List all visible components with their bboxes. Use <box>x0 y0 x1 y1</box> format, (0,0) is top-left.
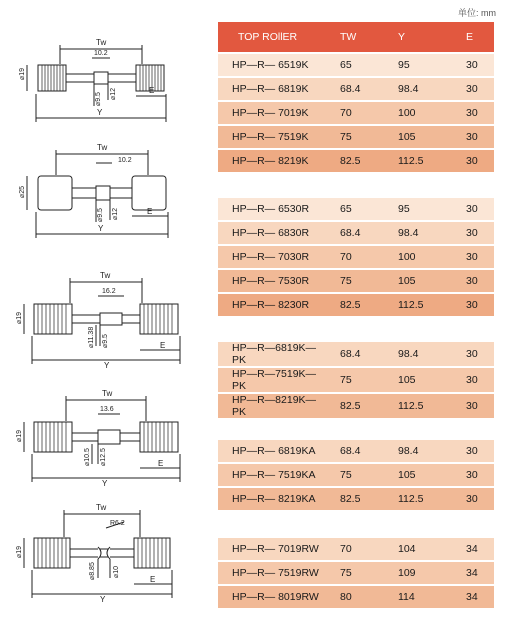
cell-tw: 70 <box>330 245 388 269</box>
spec-table-k <box>218 22 494 174</box>
table-row <box>218 342 494 367</box>
cell-y: 114 <box>388 585 456 609</box>
cell-e: 30 <box>456 463 494 487</box>
cell-tw: 75 <box>330 561 388 585</box>
cell-e: 30 <box>456 269 494 293</box>
cell-y: 105 <box>388 269 456 293</box>
cell-y: 95 <box>388 53 456 77</box>
table-row <box>218 440 494 463</box>
cell-y: 100 <box>388 245 456 269</box>
dim-tw: Tw <box>96 503 107 512</box>
cell-tw: 65 <box>330 53 388 77</box>
table-row <box>218 221 494 245</box>
cell-y: 104 <box>388 538 456 561</box>
cell-model: HP—R— 6530R <box>218 198 330 221</box>
dim-tw: Tw <box>97 143 108 152</box>
table-row <box>218 585 494 609</box>
dim-e: E <box>150 575 156 584</box>
cell-tw: 75 <box>330 463 388 487</box>
dim-outer-dia: ⌀19 <box>16 311 23 324</box>
table-row <box>218 53 494 77</box>
cell-model: HP—R— 7030R <box>218 245 330 269</box>
dim-dia-a: ⌀11.38 <box>88 326 95 348</box>
dim-tw: Tw <box>96 38 107 47</box>
dim-outer-dia: ⌀19 <box>19 67 26 80</box>
cell-tw: 65 <box>330 198 388 221</box>
cell-tw: 75 <box>330 269 388 293</box>
cell-model: HP—R— 7519K <box>218 125 330 149</box>
cell-model: HP—R—6819K—PK <box>218 342 330 367</box>
table-row <box>218 487 494 511</box>
dim-dia-b: ⌀10 <box>113 565 120 578</box>
header-top-roller: TOP ROllER <box>218 22 330 53</box>
table-row <box>218 101 494 125</box>
cell-y: 112.5 <box>388 393 456 419</box>
dim-dia-a: ⌀9.5 <box>95 92 102 106</box>
roller-drawing-2 <box>0 130 212 242</box>
cell-y: 98.4 <box>388 77 456 101</box>
header-tw: TW <box>330 22 388 53</box>
dim-y: Y <box>98 224 104 233</box>
cell-tw: 80 <box>330 585 388 609</box>
dim-inner: 16.2 <box>102 288 116 295</box>
cell-e: 30 <box>456 53 494 77</box>
roller-drawing-1 <box>0 14 212 126</box>
table-row <box>218 149 494 173</box>
cell-model: HP—R— 6819KA <box>218 440 330 463</box>
dim-outer-dia: ⌀19 <box>16 429 23 442</box>
cell-y: 109 <box>388 561 456 585</box>
cell-model: HP—R— 7519RW <box>218 561 330 585</box>
cell-model: HP—R— 7019RW <box>218 538 330 561</box>
cell-e: 30 <box>456 125 494 149</box>
dim-e: E <box>158 459 164 468</box>
dim-dia-a: ⌀8.85 <box>89 562 96 580</box>
cell-y: 112.5 <box>388 149 456 173</box>
cell-y: 100 <box>388 101 456 125</box>
cell-e: 30 <box>456 198 494 221</box>
cell-e: 30 <box>456 293 494 317</box>
cell-y: 105 <box>388 367 456 393</box>
dim-inner: 10.2 <box>94 50 108 57</box>
roller-drawing-3 <box>0 262 212 374</box>
table-row <box>218 367 494 393</box>
spec-table-pk <box>218 342 494 420</box>
cell-model: HP—R— 8219K <box>218 149 330 173</box>
table-row <box>218 245 494 269</box>
cell-e: 30 <box>456 221 494 245</box>
cell-y: 105 <box>388 125 456 149</box>
cell-y: 98.4 <box>388 342 456 367</box>
cell-model: HP—R—7519K—PK <box>218 367 330 393</box>
cell-model: HP—R— 6830R <box>218 221 330 245</box>
table-header <box>218 22 494 53</box>
cell-tw: 68.4 <box>330 440 388 463</box>
cell-tw: 70 <box>330 101 388 125</box>
roller-drawing-5 <box>0 498 212 610</box>
cell-e: 30 <box>456 367 494 393</box>
table-row <box>218 125 494 149</box>
roller-drawing-4 <box>0 378 212 490</box>
cell-e: 30 <box>456 487 494 511</box>
cell-e: 30 <box>456 149 494 173</box>
cell-tw: 82.5 <box>330 393 388 419</box>
cell-tw: 75 <box>330 125 388 149</box>
cell-model: HP—R— 7530R <box>218 269 330 293</box>
cell-tw: 70 <box>330 538 388 561</box>
cell-model: HP—R— 7519KA <box>218 463 330 487</box>
cell-tw: 68.4 <box>330 221 388 245</box>
dim-e: E <box>147 207 153 216</box>
dim-y: Y <box>100 595 106 604</box>
cell-y: 112.5 <box>388 487 456 511</box>
table-row <box>218 293 494 317</box>
table-row <box>218 538 494 561</box>
cell-y: 112.5 <box>388 293 456 317</box>
cell-e: 30 <box>456 77 494 101</box>
cell-e: 30 <box>456 101 494 125</box>
spec-table-r <box>218 198 494 318</box>
dim-outer-dia: ⌀19 <box>16 545 23 558</box>
cell-model: HP—R— 8019RW <box>218 585 330 609</box>
cell-model: HP—R— 6819K <box>218 77 330 101</box>
cell-model: HP—R— 8230R <box>218 293 330 317</box>
cell-tw: 82.5 <box>330 149 388 173</box>
table-row <box>218 393 494 419</box>
cell-tw: 82.5 <box>330 293 388 317</box>
header-e: E <box>456 22 494 53</box>
table-row <box>218 269 494 293</box>
cell-y: 98.4 <box>388 440 456 463</box>
table-row <box>218 561 494 585</box>
dim-dia-a: ⌀9.5 <box>97 208 104 222</box>
cell-y: 95 <box>388 198 456 221</box>
dim-e: E <box>160 341 166 350</box>
dim-y: Y <box>102 479 108 488</box>
cell-model: HP—R—8219K—PK <box>218 393 330 419</box>
cell-tw: 68.4 <box>330 77 388 101</box>
table-row <box>218 463 494 487</box>
dim-e: E <box>149 86 155 95</box>
cell-tw: 82.5 <box>330 487 388 511</box>
dim-inner: R6.2 <box>110 520 125 527</box>
cell-e: 34 <box>456 561 494 585</box>
unit-label: 单位: mm <box>458 8 496 18</box>
dim-dia-a: ⌀10.5 <box>84 448 91 466</box>
spec-table-rw <box>218 538 494 610</box>
dim-y: Y <box>97 108 103 117</box>
cell-model: HP—R— 6519K <box>218 53 330 77</box>
cell-tw: 75 <box>330 367 388 393</box>
dim-tw: Tw <box>102 389 113 398</box>
cell-model: HP—R— 7019K <box>218 101 330 125</box>
cell-tw: 68.4 <box>330 342 388 367</box>
dim-dia-b: ⌀12 <box>112 207 119 220</box>
dim-dia-b: ⌀9.5 <box>102 334 109 348</box>
dim-outer-dia: ⌀25 <box>19 185 26 198</box>
cell-y: 98.4 <box>388 221 456 245</box>
header-y: Y <box>388 22 456 53</box>
table-row <box>218 77 494 101</box>
cell-e: 30 <box>456 440 494 463</box>
cell-e: 34 <box>456 538 494 561</box>
cell-e: 30 <box>456 393 494 419</box>
cell-y: 105 <box>388 463 456 487</box>
dim-y: Y <box>104 361 110 370</box>
dim-tw: Tw <box>100 271 111 280</box>
spec-table-ka <box>218 440 494 512</box>
dim-dia-b: ⌀12.5 <box>100 448 107 466</box>
cell-e: 34 <box>456 585 494 609</box>
cell-e: 30 <box>456 245 494 269</box>
table-row <box>218 198 494 221</box>
dim-dia-b: ⌀12 <box>110 87 117 100</box>
dim-inner: 10.2 <box>118 157 132 164</box>
cell-e: 30 <box>456 342 494 367</box>
cell-model: HP—R— 8219KA <box>218 487 330 511</box>
dim-inner: 13.6 <box>100 406 114 413</box>
